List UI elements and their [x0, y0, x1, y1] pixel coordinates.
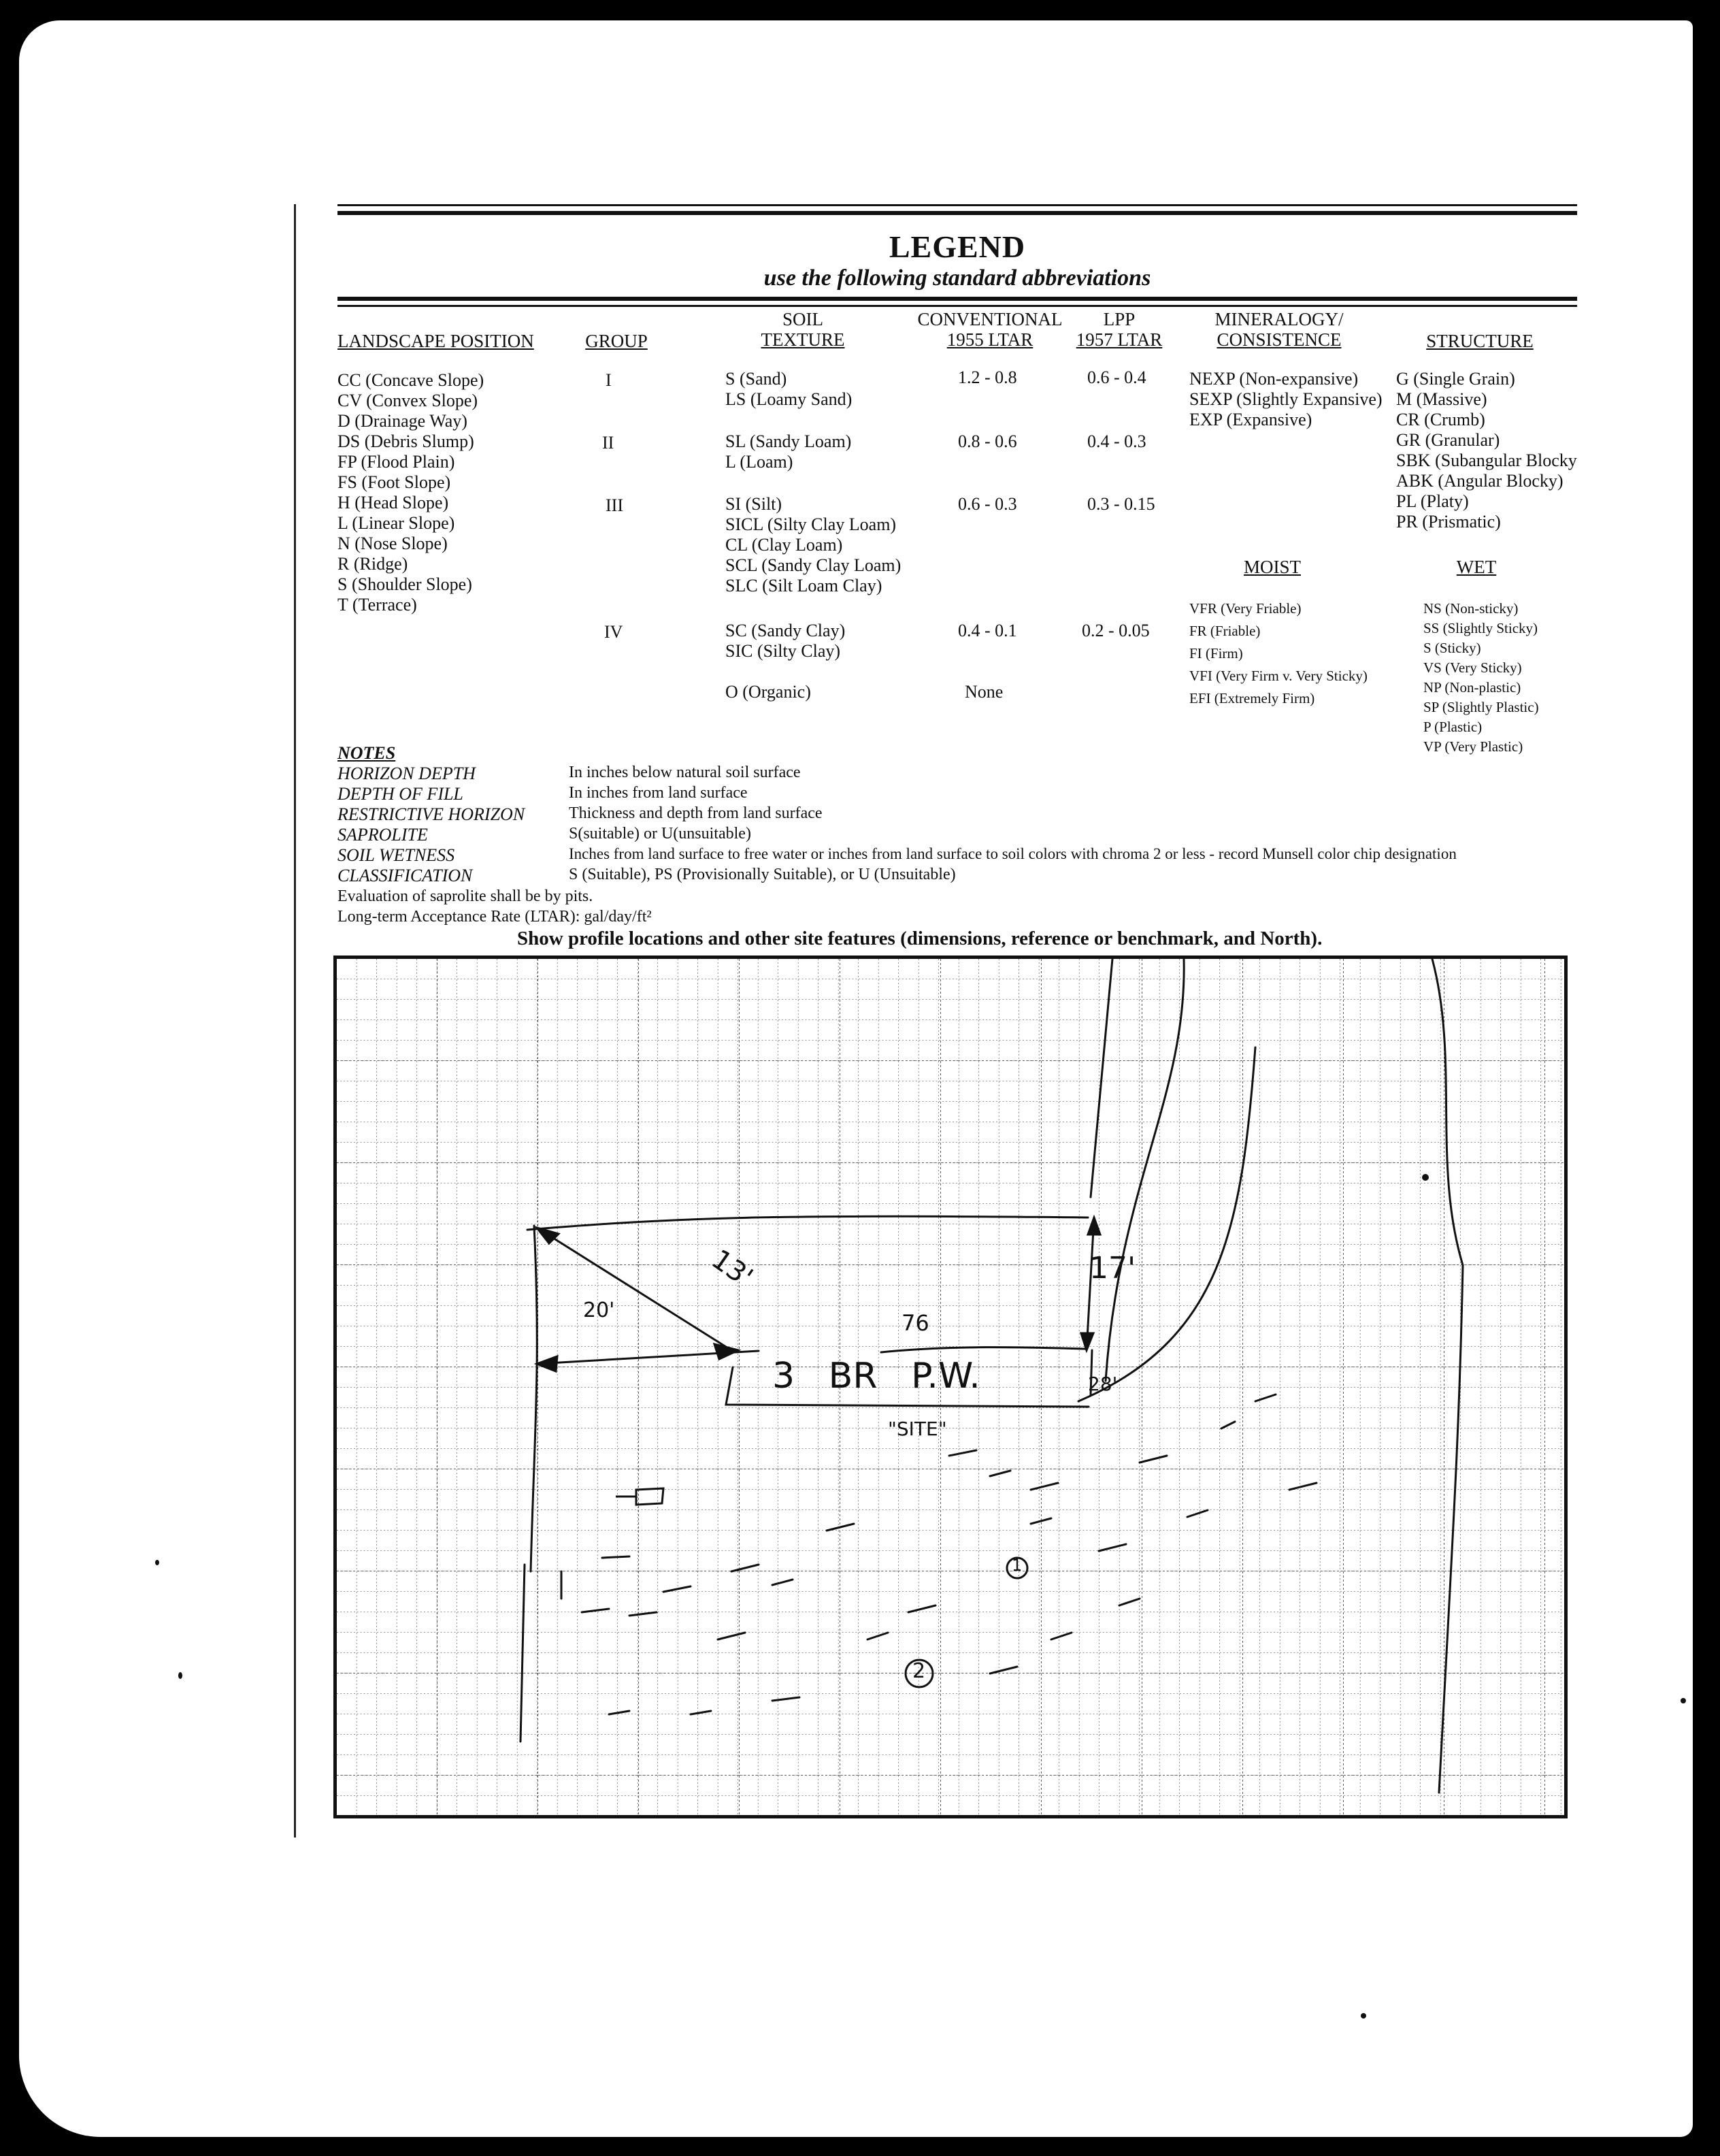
note-key-restrictive-horizon: RESTRICTIVE HORIZON	[337, 804, 525, 824]
lpp-ltar-4: 0.2 - 0.05	[1082, 621, 1150, 640]
soil-texture-group-1: S (Sand) LS (Loamy Sand)	[725, 369, 853, 409]
scan-speck	[178, 1672, 182, 1679]
soil-texture-group-3: SI (Silt) SICL (Silty Clay Loam) CL (Clay Loam) SCL (Sandy Clay Loam) SLC (Silt Loam Clay)	[725, 494, 902, 595]
dim-28-ft: 28'	[1088, 1373, 1118, 1395]
header-mineralogy: MINERALOGY/ CONSISTENCE	[1214, 309, 1344, 350]
top-rule	[337, 204, 1577, 206]
header-rule-thick	[337, 297, 1577, 301]
note-value-classification: S (Suitable), PS (Provisionally Suitable), or U (Unsuitable)	[569, 866, 956, 883]
group-1: I	[606, 370, 612, 390]
label-3-br-pw: 3 BR P.W.	[772, 1356, 980, 1396]
site-features-prompt: Show profile locations and other site features (dimensions, reference or benchmark, and North).	[517, 928, 1323, 949]
note-key-horizon-depth: HORIZON DEPTH	[337, 764, 476, 783]
lpp-ltar-3: 0.3 - 0.15	[1087, 494, 1155, 514]
header-moist: MOIST	[1243, 557, 1301, 577]
header-lpp-ltar: LPP 1957 LTAR	[1076, 309, 1163, 350]
header-wet: WET	[1456, 557, 1497, 577]
note-key-soil-wetness: SOIL WETNESS	[337, 845, 455, 865]
header-rule	[337, 305, 1577, 307]
moist-list: VFR (Very Friable) FR (Friable) FI (Firm) VFI (Very Firm v. Very Sticky) EFI (Extremely Firm)	[1189, 600, 1368, 706]
dim-17-ft: 17'	[1089, 1251, 1136, 1286]
conv-ltar-none: None	[965, 682, 1004, 702]
header-group: GROUP	[585, 331, 648, 351]
top-rule-thick	[337, 211, 1577, 215]
header-conventional-ltar: CONVENTIONAL 1955 LTAR	[917, 309, 1063, 350]
soil-texture-organic: O (Organic)	[725, 682, 811, 702]
note-key-saprolite: SAPROLITE	[337, 825, 428, 845]
soil-texture-group-2: SL (Sandy Loam) L (Loam)	[725, 431, 852, 472]
note-key-depth-of-fill: DEPTH OF FILL	[337, 784, 463, 804]
group-2: II	[602, 433, 614, 453]
soil-texture-group-4: SC (Sandy Clay) SIC (Silty Clay)	[725, 621, 846, 661]
mineralogy-list: NEXP (Non-expansive) SEXP (Slightly Expansive) EXP (Expansive)	[1189, 369, 1383, 429]
legend-subtitle: use the following standard abbreviations	[763, 265, 1151, 291]
note-key-classification: CLASSIFICATION	[337, 866, 473, 885]
note-value-saprolite: S(suitable) or U(unsuitable)	[569, 825, 751, 843]
note-ltar-units: Long-term Acceptance Rate (LTAR): gal/day/ft²	[337, 908, 652, 926]
lpp-ltar-1: 0.6 - 0.4	[1087, 368, 1146, 387]
wet-list: NS (Non-sticky) SS (Slightly Sticky) S (Sticky) VS (Very Sticky) NP (Non-plastic) SP (Slightly Plastic) P (Plastic) VP (Very Plastic)	[1423, 600, 1539, 755]
scan-speck	[1681, 1698, 1686, 1703]
note-value-restrictive-horizon: Thickness and depth from land surface	[569, 804, 823, 822]
lpp-ltar-2: 0.4 - 0.3	[1087, 431, 1146, 451]
conv-ltar-1: 1.2 - 0.8	[958, 368, 1017, 387]
header-landscape: LANDSCAPE POSITION	[337, 331, 534, 351]
pit-2-label: 2	[912, 1659, 926, 1683]
note-value-depth-of-fill: In inches from land surface	[569, 784, 748, 802]
margin-line	[294, 204, 296, 1838]
scan-speck	[1361, 2013, 1366, 2019]
conv-ltar-4: 0.4 - 0.1	[958, 621, 1017, 640]
note-saprolite-pits: Evaluation of saprolite shall be by pits.	[337, 887, 593, 905]
conv-ltar-2: 0.8 - 0.6	[958, 431, 1017, 451]
site-sketch-grid	[333, 956, 1568, 1818]
structure-list: G (Single Grain) M (Massive) CR (Crumb) GR (Granular) SBK (Subangular Blocky ABK (Angular Blocky) PL (Platy) PR (Prismatic)	[1396, 369, 1577, 532]
header-structure: STRUCTURE	[1426, 331, 1534, 351]
label-site: "SITE"	[888, 1418, 947, 1440]
note-value-horizon-depth: In inches below natural soil surface	[569, 764, 801, 781]
landscape-list: CC (Concave Slope) CV (Convex Slope) D (Drainage Way) DS (Debris Slump) FP (Flood Plain) FS (Foot Slope) H (Head Slope) L (Linear Slope) N (Nose Slope) R (Ridge) S (Shoulder Slope) T (Terrace)	[337, 370, 484, 615]
dim-20-ft: 20'	[583, 1298, 615, 1322]
scan-speck	[155, 1560, 159, 1565]
dim-13-ft: 13'	[706, 1243, 759, 1294]
group-3: III	[606, 495, 623, 515]
note-value-soil-wetness: Inches from land surface to free water or inches from land surface to soil colors with chroma 2 or less - record Munsell color chip designation	[569, 845, 1457, 862]
notes-heading: NOTES	[337, 743, 396, 763]
group-4: IV	[604, 622, 623, 642]
conv-ltar-3: 0.6 - 0.3	[958, 494, 1017, 514]
dim-76: 76	[902, 1310, 929, 1336]
pit-1-label: 1	[1012, 1556, 1023, 1575]
header-soil-texture: SOIL TEXTURE	[761, 309, 845, 350]
legend-title: LEGEND	[889, 229, 1026, 264]
